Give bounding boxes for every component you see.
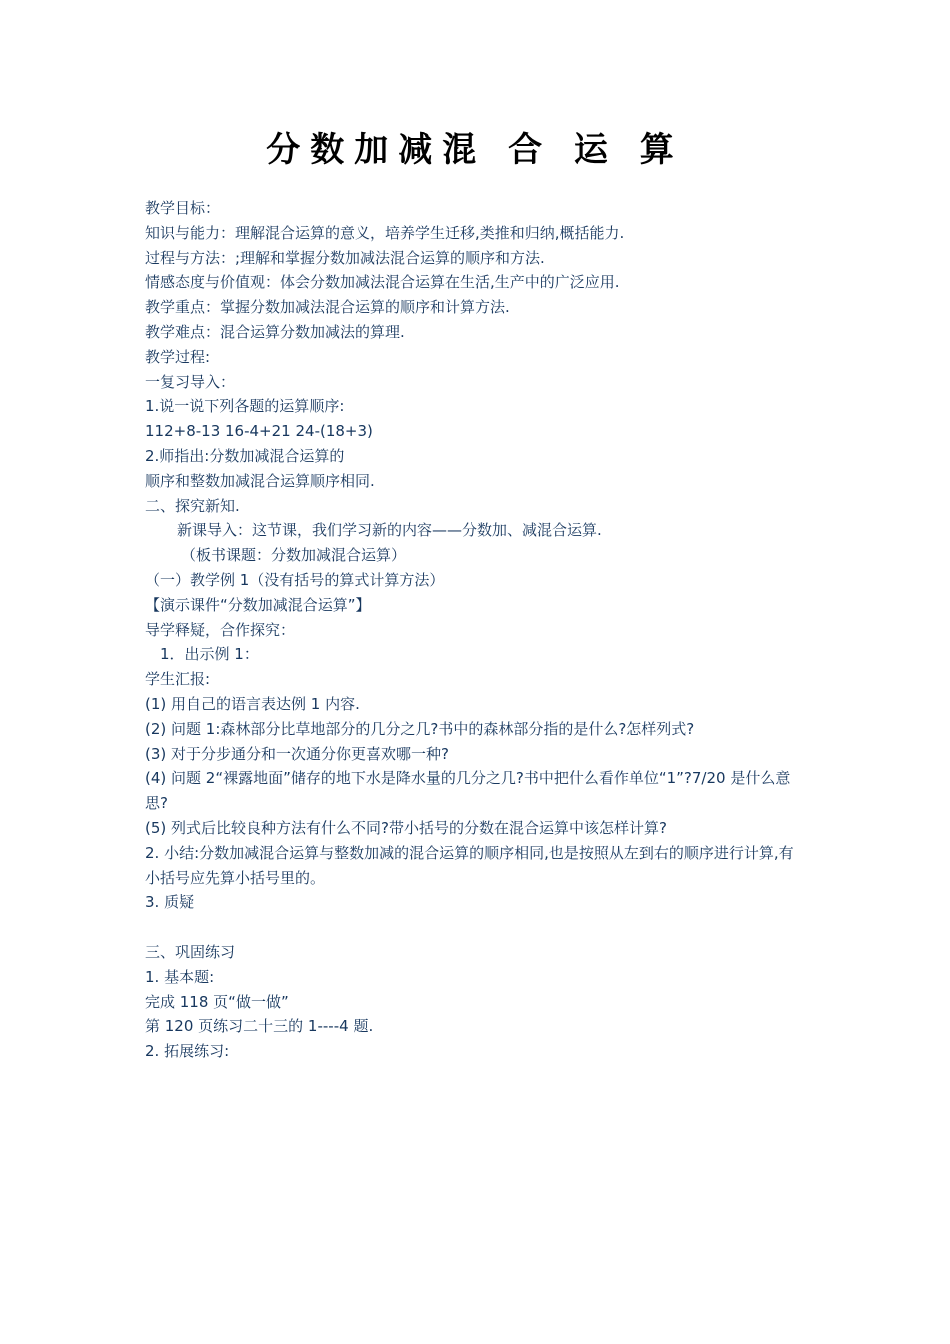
text-line-item-2: 2.师指出:分数加减混合运算的: [145, 446, 345, 465]
text-line-questions: 3. 质疑: [145, 893, 195, 912]
text-line-section-3: 三、巩固练习: [145, 942, 236, 961]
text-line-difficulties: 教学难点：混合运算分数加减法的算理.: [145, 322, 405, 341]
text-line-q1: (1) 用自己的语言表达例 1 内容.: [145, 694, 360, 713]
text-line-board-title: （板书课题：分数加减混合运算）: [181, 546, 407, 565]
text-line-order-same: 顺序和整数加减混合运算顺序相同.: [145, 471, 375, 490]
text-line-teaching-process: 教学过程:: [145, 347, 211, 366]
text-line-example-1: （一）教学例 1（没有括号的算式计算方法）: [145, 570, 445, 589]
text-line-item-1: 1.说一说下列各题的运算顺序:: [145, 397, 345, 416]
blank-line: [145, 915, 805, 940]
text-line-process-method: 过程与方法：;理解和掌握分数加减法混合运算的顺序和方法.: [145, 248, 545, 267]
document-body: [145, 196, 805, 1064]
text-line-q2: (2) 问题 1:森林部分比草地部分的几分之几?书中的森林部分指的是什么?怎样列式?: [145, 719, 695, 738]
text-line-guided-inquiry: 导学释疑，合作探究：: [145, 620, 296, 639]
text-line-extension: 2. 拓展练习:: [145, 1042, 230, 1061]
text-line-page-120: 第 120 页练习二十三的 1----4 题.: [145, 1017, 374, 1036]
text-line-expressions: 112+8-13 16-4+21 24-(18+3): [145, 422, 373, 441]
text-line-teaching-goals: 教学目标：: [145, 199, 221, 217]
text-line-new-lesson: 新课导入：这节课，我们学习新的内容——分数加、减混合运算.: [177, 521, 602, 540]
text-line-summary: 2. 小结:分数加减混合运算与整数加减的混合运算的顺序相同,也是按照从左到右的顺序进行计算,有小括号应先算小括号里的。: [145, 843, 794, 887]
text-line-courseware: 【演示课件“分数加减混合运算”】: [145, 595, 371, 614]
text-line-q5: (5) 列式后比较良种方法有什么不同?带小括号的分数在混合运算中该怎样计算?: [145, 818, 667, 837]
text-line-attitude-values: 情感态度与价值观：体会分数加减法混合运算在生活,生产中的广泛应用.: [145, 273, 620, 292]
text-line-review-intro: 一复习导入：: [145, 372, 236, 391]
text-line-knowledge-ability: 知识与能力：理解混合运算的意义，培养学生迁移,类推和归纳,概括能力.: [145, 223, 625, 242]
text-line-basic: 1. 基本题:: [145, 967, 215, 986]
text-line-q3: (3) 对于分步通分和一次通分你更喜欢哪一种?: [145, 744, 449, 763]
text-line-page-118: 完成 118 页“做一做”: [145, 992, 289, 1011]
text-line-student-report: 学生汇报:: [145, 670, 211, 689]
text-line-show-example: 1．出示例 1：: [160, 645, 259, 664]
text-line-q4: (4) 问题 2“裸露地面”储存的地下水是降水量的几分之几?书中把什么看作单位“1”?7/20 是什么意思?: [145, 769, 791, 813]
text-line-key-points: 教学重点：掌握分数加减法混合运算的顺序和计算方法.: [145, 298, 510, 317]
document-title: 分数加减混 合 运 算: [266, 130, 684, 170]
text-line-section-2: 二、探究新知.: [145, 496, 240, 515]
